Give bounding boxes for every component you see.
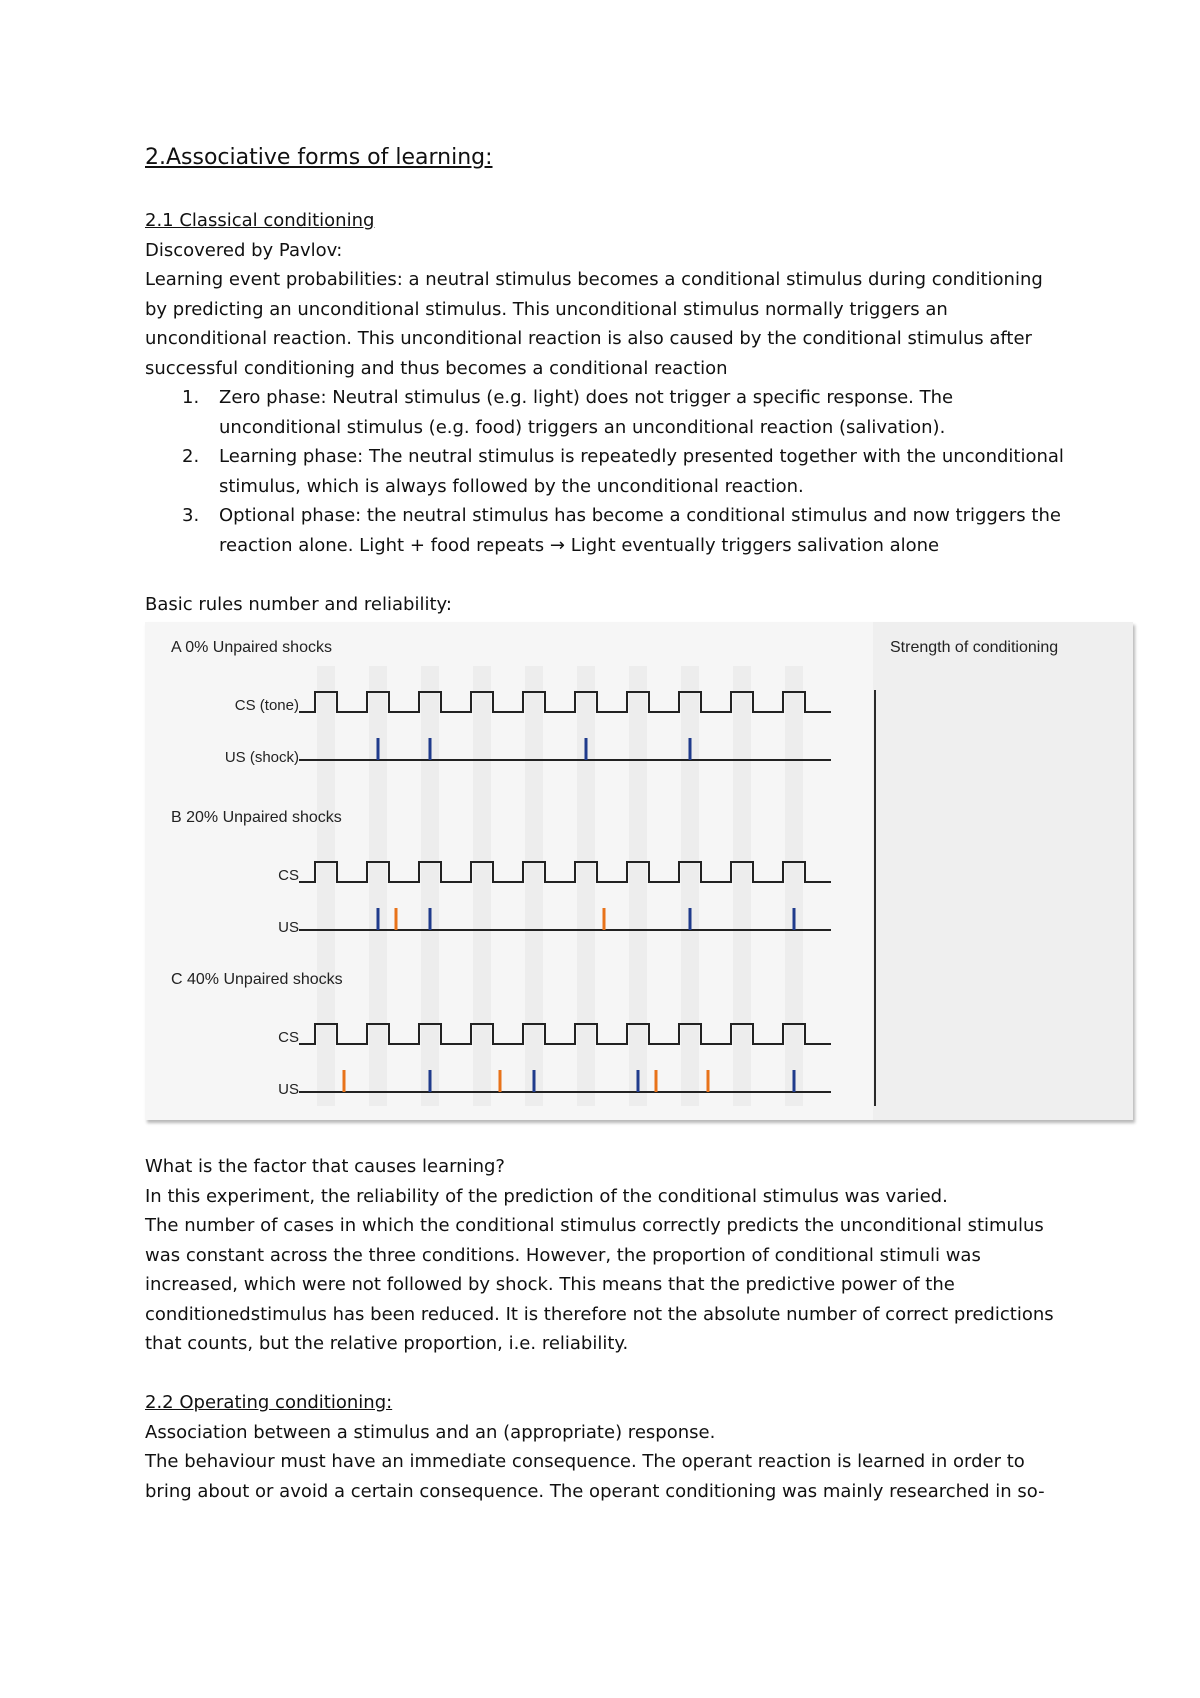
section-question [145,1152,1105,1359]
list-item [145,442,1105,501]
panel-title: A 0% Unpaired shocks [171,639,332,656]
list-item-line: stimulus, which is always followed by the unconditional reaction. [219,475,804,497]
answer-line: increased, which were not followed by shock. This means that the predictive power of the [145,1274,955,1295]
answer-line: The number of cases in which the conditional stimulus correctly predicts the unconditional stimulus [145,1215,1044,1236]
list-item [145,383,1105,442]
list-number: 2. [182,446,200,467]
list-item [145,501,1105,560]
phase-list [145,383,1105,560]
list-number: 3. [182,505,200,526]
panel-title: B 20% Unpaired shocks [171,809,342,826]
list-item-line: Learning phase: The neutral stimulus is repeatedly presented together with the unconditional [219,446,1064,467]
conditioning-figure [145,622,1133,1120]
cs-label: CS (tone) [234,697,299,714]
rules-heading: Basic rules number and reliability: [145,593,452,615]
list-item-line: Optional phase: the neutral stimulus has become a conditional stimulus and now triggers the [219,505,1061,526]
paragraph-line: The behaviour must have an immediate consequence. The operant reaction is learned in order to [145,1451,1025,1472]
section-classical-conditioning [145,206,1105,619]
question-text: What is the factor that causes learning? [145,1156,505,1177]
answer-line: was constant across the three conditions. However, the proportion of conditional stimuli was [145,1244,981,1266]
paragraph-line: Association between a stimulus and an (appropriate) response. [145,1421,716,1443]
panel-title: C 40% Unpaired shocks [171,971,343,988]
paragraph-line: Learning event probabilities: a neutral stimulus becomes a conditional stimulus during conditioning [145,269,1043,290]
section-operant-conditioning [145,1388,1105,1506]
paragraph-line: by predicting an unconditional stimulus. This unconditional stimulus normally triggers an [145,298,948,320]
paragraph-line: bring about or avoid a certain consequence. The operant conditioning was mainly researched in so- [145,1480,1045,1502]
list-item-line: Zero phase: Neutral stimulus (e.g. light) does not trigger a specific response. The [219,387,954,408]
answer-line: In this experiment, the reliability of the prediction of the conditional stimulus was varied. [145,1185,948,1207]
us-label: US (shock) [224,749,299,766]
strength-label: Strength of conditioning [890,639,1059,656]
us-label: US [278,919,299,936]
paragraph-line: unconditional reaction. This unconditional reaction is also caused by the conditional stimulus after [145,328,1032,349]
paragraph-line: Discovered by Pavlov: [145,239,343,261]
answer-line: conditionedstimulus has been reduced. It is therefore not the absolute number of correct predictions [145,1303,1054,1325]
list-item-line: reaction alone. Light + food repeats → Light eventually triggers salivation alone [219,534,940,556]
section-heading: 2.2 Operating conditioning: [145,1392,393,1413]
us-label: US [278,1081,299,1098]
list-item-line: unconditional stimulus (e.g. food) triggers an unconditional reaction (salivation). [219,416,946,438]
cs-label: CS [278,1029,299,1046]
paragraph-line: successful conditioning and thus becomes a conditional reaction [145,357,728,379]
answer-line: that counts, but the relative proportion, i.e. reliability. [145,1333,629,1354]
list-number: 1. [182,387,200,408]
section-heading: 2.1 Classical conditioning [145,210,375,231]
cs-label: CS [278,867,299,884]
conditioning-diagram [145,622,1133,1120]
page-title: 2.Associative forms of learning: [145,145,493,170]
